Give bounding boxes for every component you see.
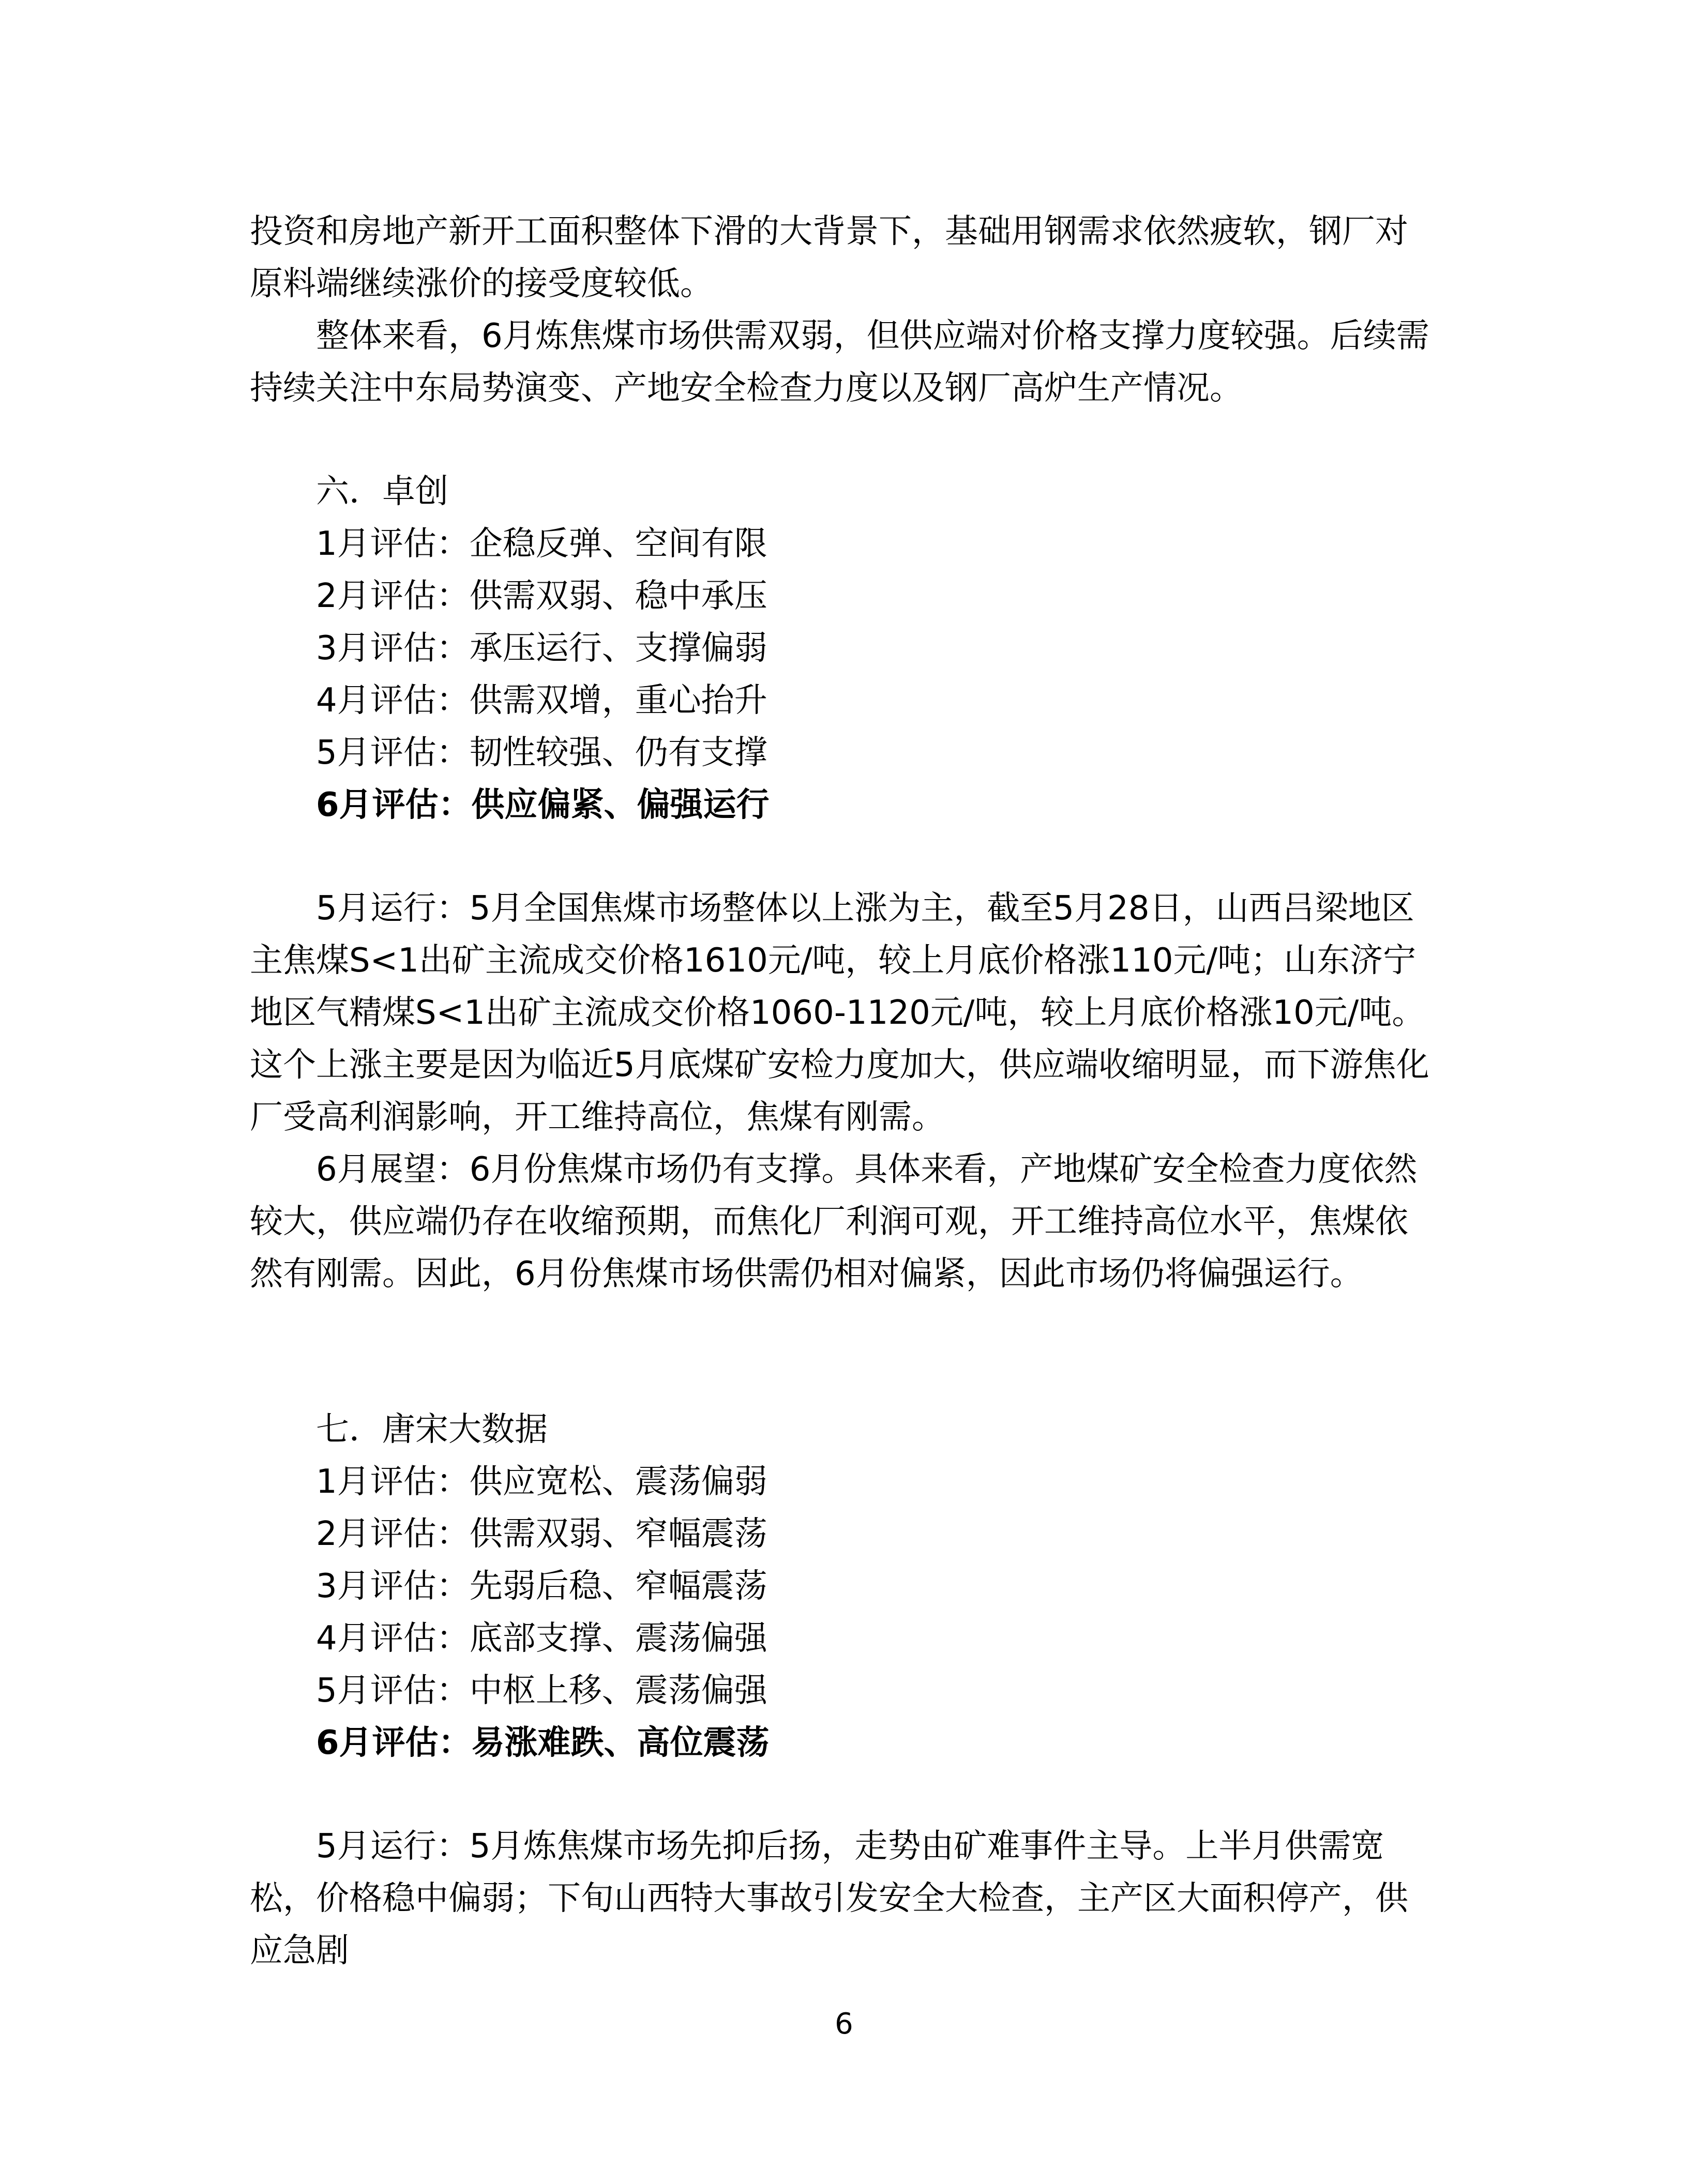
paragraph-continued: 投资和房地产新开工面积整体下滑的大背景下，基础用钢需求依然疲软，钢厂对原料端继续涨价的接受度较低。 [250, 213, 1408, 303]
evaluation-item: 2月评估：供需双弱、窄幅震荡 [316, 1515, 767, 1553]
evaluation-item: 1月评估：供应宽松、震荡偏弱 [316, 1463, 767, 1501]
evaluation-item: 5月评估：韧性较强、仍有支撑 [316, 734, 767, 772]
evaluation-item: 3月评估：先弱后稳、窄幅震荡 [316, 1567, 767, 1605]
paragraph-may-run: 5月运行：5月炼焦煤市场先抑后扬，走势由矿难事件主导。上半月供需宽松，价格稳中偏弱；下旬山西特大事故引发安全大检查，主产区大面积停产，供应急剧 [250, 1827, 1408, 1970]
document-body [250, 206, 1439, 1977]
section-seven [250, 1404, 1439, 1769]
evaluation-item: 2月评估：供需双弱、稳中承压 [316, 577, 767, 615]
page-number: 6 [835, 2007, 853, 2041]
evaluation-item: 4月评估：供需双增，重心抬升 [316, 681, 767, 720]
spacer [250, 1300, 1439, 1404]
spacer [250, 831, 1439, 883]
section-heading: 七．唐宋大数据 [316, 1410, 548, 1449]
paragraph-summary: 整体来看，6月炼焦煤市场供需双弱，但供应端对价格支撑力度较强。后续需持续关注中东局势演变、产地安全检查力度以及钢厂高炉生产情况。 [250, 317, 1429, 407]
spacer [250, 415, 1439, 466]
spacer [250, 1769, 1439, 1821]
evaluation-item: 5月评估：中枢上移、震荡偏强 [316, 1672, 767, 1710]
paragraph-june-outlook: 6月展望：6月份焦煤市场仍有支撑。具体来看，产地煤矿安全检查力度依然较大，供应端仍存在收缩预期，而焦化厂利润可观，开工维持高位水平，焦煤依然有刚需。因此，6月份焦煤市场供需仍相对偏紧，因此市场仍将偏强运行。 [250, 1150, 1418, 1293]
current-evaluation: 6月评估：易涨难跌、高位震荡 [316, 1724, 770, 1762]
section-six [250, 466, 1439, 831]
paragraph-may-run: 5月运行：5月全国焦煤市场整体以上涨为主，截至5月28日，山西吕梁地区主焦煤S<1出矿主流成交价格1610元/吨，较上月底价格涨110元/吨；山东济宁地区气精煤S<1出矿主流成交价格1060-1120元/吨，较上月底价格涨10元/吨。这个上涨主要是因为临近5月底煤矿安检力度加大，供应端收缩明显，而下游焦化厂受高利润影响，开工维持高位，焦煤有刚需。 [250, 889, 1429, 1136]
evaluation-item: 1月评估：企稳反弹、空间有限 [316, 525, 767, 563]
evaluation-item: 3月评估：承压运行、支撑偏弱 [316, 629, 767, 668]
evaluation-item: 4月评估：底部支撑、震荡偏强 [316, 1619, 767, 1658]
current-evaluation: 6月评估：供应偏紧、偏强运行 [316, 786, 770, 824]
section-heading: 六．卓创 [316, 473, 448, 511]
